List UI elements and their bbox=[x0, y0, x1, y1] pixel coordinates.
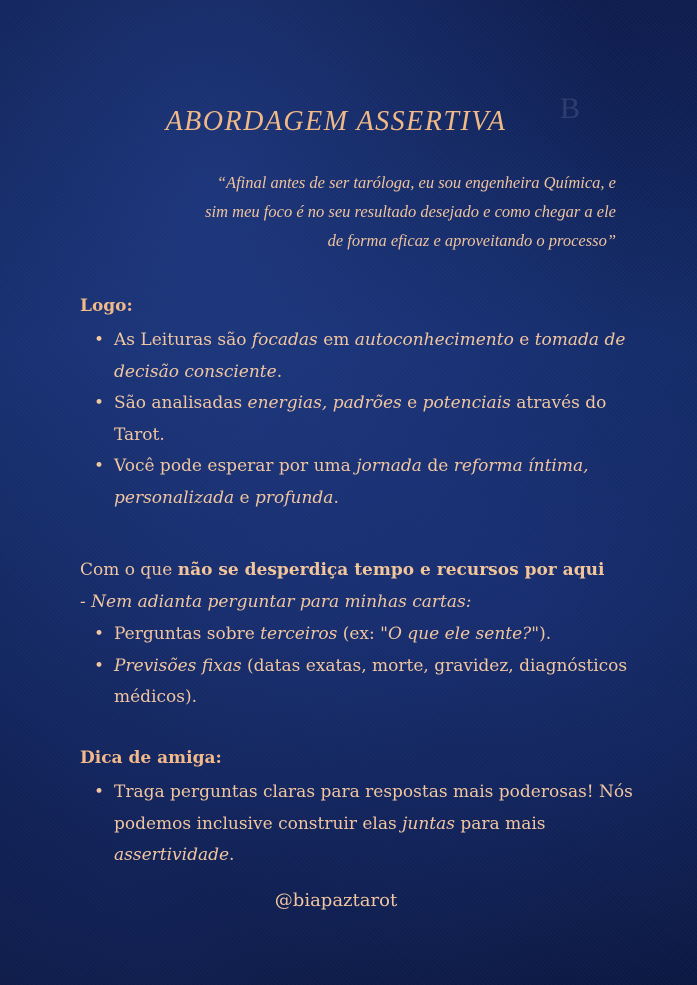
tip-list bbox=[80, 777, 640, 872]
logo-list bbox=[80, 325, 640, 514]
quote-line-2: sim meu foco é no seu resultado desejado e como chegar a ele bbox=[205, 202, 616, 221]
list-item: • Você pode esperar por uma jornada de reforma íntima, personalizada e profunda. bbox=[80, 451, 640, 514]
brand-logo: B bbox=[560, 92, 581, 125]
waste-subtitle: - Nem adianta perguntar para minhas cartas: bbox=[80, 592, 472, 612]
waste-lead: Com o que não se desperdiça tempo e recursos por aqui bbox=[80, 560, 605, 580]
page-title: ABORDAGEM ASSERTIVA bbox=[165, 106, 507, 137]
tip-heading: Dica de amiga: bbox=[80, 748, 222, 768]
social-handle: @biapaztarot bbox=[274, 890, 398, 911]
list-item: • Previsões fixas (datas exatas, morte, gravidez, diagnósticos médicos). bbox=[80, 651, 640, 714]
logo-heading: Logo: bbox=[80, 296, 133, 316]
list-item: • Traga perguntas claras para respostas mais poderosas! Nós podemos inclusive construir elas juntas para mais assertividade. bbox=[80, 777, 640, 872]
list-item: • Perguntas sobre terceiros (ex: "O que ele sente?"). bbox=[80, 619, 640, 651]
quote bbox=[60, 168, 616, 255]
list-item: • As Leituras são focadas em autoconhecimento e tomada de decisão consciente. bbox=[80, 325, 640, 388]
quote-line-3: de forma eficaz e aproveitando o processo” bbox=[327, 231, 616, 250]
waste-list bbox=[80, 619, 640, 714]
list-item: • São analisadas energias, padrões e potenciais através do Tarot. bbox=[80, 388, 640, 451]
quote-line-1: “Afinal antes de ser taróloga, eu sou engenheira Química, e bbox=[216, 173, 616, 192]
